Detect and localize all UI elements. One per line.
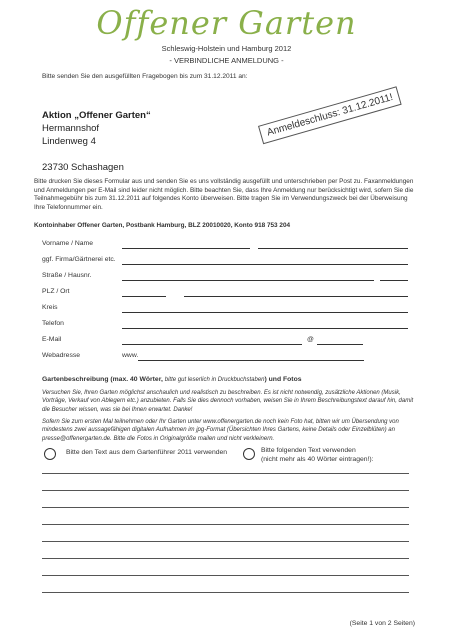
web-prefix: www.: [122, 352, 139, 359]
option-new-text-line2: (nicht mehr als 40 Wörter eintragen!):: [261, 455, 374, 463]
district-label: Kreis: [42, 304, 58, 311]
option-previous-text-label: Bitte den Text aus dem Gartenführer 2011 verwenden: [66, 449, 228, 456]
option-new-text-line1: Bitte folgenden Text verwenden: [261, 447, 356, 454]
address-block: [42, 109, 151, 174]
address-line2: Lindenweg 4: [42, 136, 96, 147]
description-line[interactable]: [42, 541, 409, 542]
intro-text: Bitte senden Sie den ausgefüllten Fragebogen bis zum 31.12.2011 an:: [42, 73, 248, 80]
description-line[interactable]: [42, 558, 409, 559]
deadline-stamp: Anmeldeschluss: 31.12.2011!: [258, 86, 402, 144]
garden-heading-part1: Gartenbeschreibung (max. 40 Wörter,: [42, 376, 165, 383]
garden-heading-part3: ) und Fotos: [264, 376, 302, 383]
web-label: Webadresse: [42, 352, 81, 359]
city-field[interactable]: [184, 296, 408, 297]
email-domain-field[interactable]: [317, 344, 363, 345]
bank-details: Kontoinhaber Offener Garten, Postbank Hamburg, BLZ 20010020, Konto 918 753 204: [34, 222, 291, 229]
description-line[interactable]: [42, 575, 409, 576]
description-line[interactable]: [42, 524, 409, 525]
phone-field[interactable]: [122, 328, 408, 329]
email-user-field[interactable]: [122, 344, 302, 345]
description-line[interactable]: [42, 507, 409, 508]
email-at-sign: @: [307, 336, 314, 343]
house-number-field[interactable]: [380, 280, 408, 281]
address-title: Aktion „Offener Garten“: [42, 110, 151, 121]
option-new-text-radio[interactable]: [243, 448, 255, 460]
last-name-field[interactable]: [258, 248, 408, 249]
address-line3: 23730 Schashagen: [42, 162, 124, 173]
option-new-text-label: [261, 447, 374, 464]
description-line[interactable]: [42, 473, 409, 474]
page-number: (Seite 1 von 2 Seiten): [349, 620, 415, 627]
address-line1: Hermannshof: [42, 123, 100, 134]
company-field[interactable]: [122, 264, 408, 265]
description-line[interactable]: [42, 490, 409, 491]
instructions-text: Bitte drucken Sie dieses Formular aus und senden Sie es uns vollständig ausgefüllt und unterschrieben per Post zu. Faxanmeldungen und Anmeldungen per E-Mail sind leider nicht möglich. Bitte beachten Sie, dass Ihre Anmeldung nur berücksichtigt wird, sofern Sie die Teilnahmegebühr bis zum 31.12.2011 auf folgendes Konto überweisen. Bitte tragen Sie im Verwendungszweck bei der Überweisung Ihre Telefonnummer ein.: [34, 178, 414, 211]
description-line[interactable]: [42, 592, 409, 593]
garden-heading-part2: bitte gut leserlich in Druckbuchstaben: [164, 377, 265, 383]
first-name-field[interactable]: [122, 248, 250, 249]
zip-label: PLZ / Ort: [42, 288, 70, 295]
garden-heading: [42, 376, 302, 383]
subtitle: Schleswig-Holstein und Hamburg 2012: [161, 44, 292, 53]
company-label: ggf. Firma/Gärtnerei etc.: [42, 256, 116, 263]
email-label: E-Mail: [42, 336, 62, 343]
garden-description-hint: Versuchen Sie, Ihren Garten möglichst anschaulich und realistisch zu beschreiben. Es ist nicht notwendig, zusätzliche Aktionen (Musik, Vorträge, Verkauf von Ablegern etc.) anzubieten. Falls Sie dies dennoch vorhaben, weisen Sie in Ihrem Beschreibungstext darauf hin, damit die Besucher wissen, was sie bei Ihnen erwartet. Danke!: [42, 390, 414, 413]
street-field[interactable]: [122, 280, 374, 281]
zip-field[interactable]: [122, 296, 166, 297]
web-field[interactable]: [138, 360, 364, 361]
option-previous-text-radio[interactable]: [44, 448, 56, 460]
photo-hint: Sofern Sie zum ersten Mal teilnehmen oder Ihr Garten unter www.offenergarten.de noch kein Foto hat, bitten wir um Übersendung von mindestens zwei aussagefähigen digitalen Aufnahmen im jpg-Format (Übersichten Ihres Gartens, keine Details oder Einzelblüten) an presse@offenergarten.de. Bitte die Fotos in Originalgröße mailen und nicht verkleinern.: [42, 419, 399, 442]
logo: Offener Garten: [96, 4, 357, 42]
street-label: Straße / Hausnr.: [42, 272, 92, 279]
name-label: Vorname / Name: [42, 240, 93, 247]
phone-label: Telefon: [42, 320, 64, 327]
binding-registration: - VERBINDLICHE ANMELDUNG -: [169, 56, 284, 65]
district-field[interactable]: [122, 312, 408, 313]
